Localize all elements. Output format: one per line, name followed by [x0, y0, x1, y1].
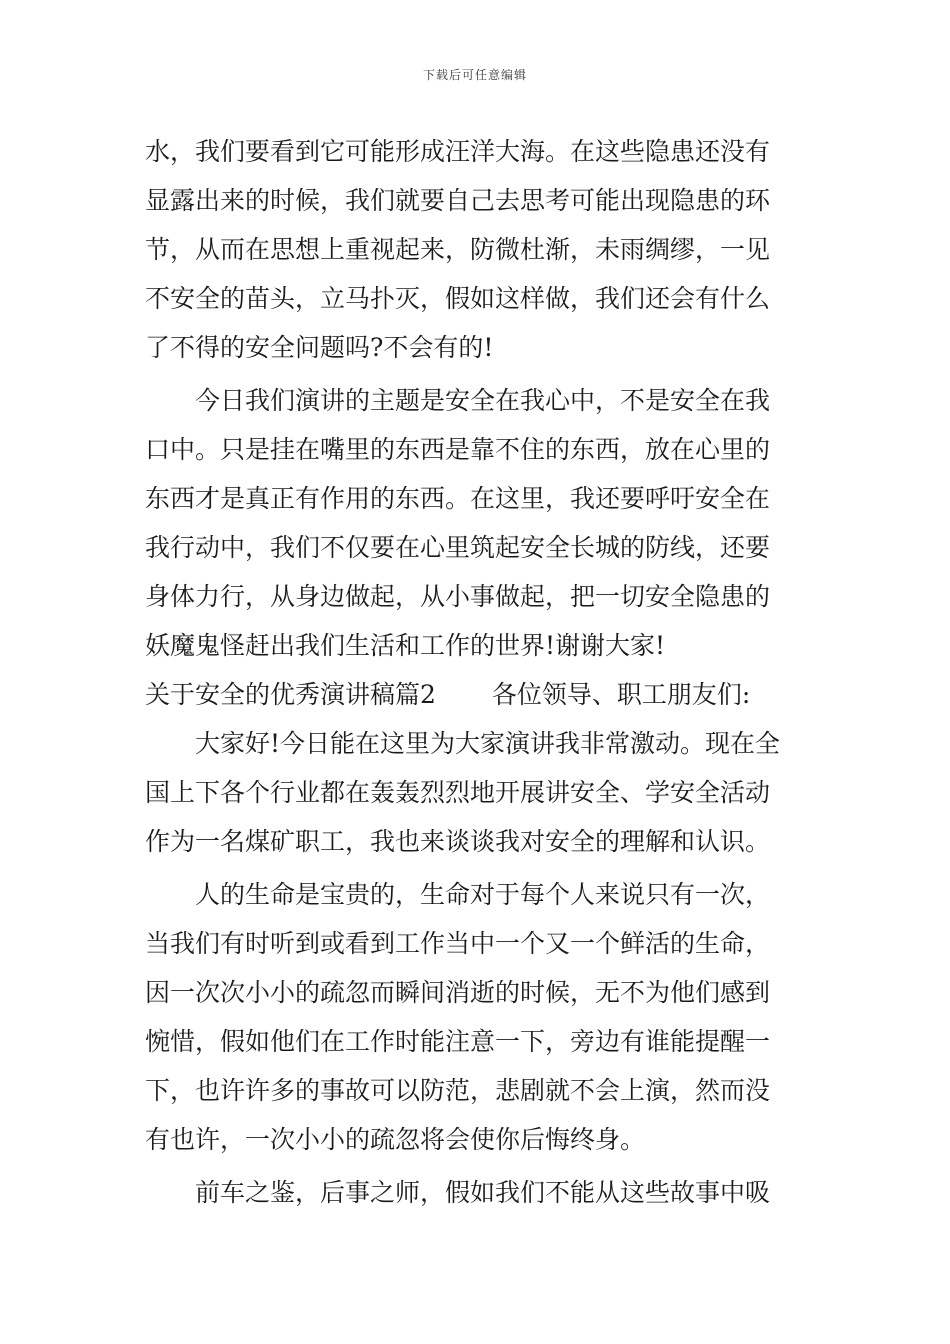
text-line: 今日我们演讲的主题是安全在我心中，不是安全在我	[145, 386, 771, 415]
text-line: 国上下各个行业都在轰轰烈烈地开展讲安全、学安全活动	[145, 778, 771, 807]
text-line: 我行动中，我们不仅要在心里筑起安全长城的防线，还要	[145, 533, 771, 562]
text-line: 人的生命是宝贵的，生命对于每个人来说只有一次，	[145, 880, 771, 909]
text-line: 当我们有时听到或看到工作当中一个又一个鲜活的生命，	[145, 929, 771, 958]
text-line: 作为一名煤矿职工，我也来谈谈我对安全的理解和认识。	[145, 827, 771, 856]
text-line: 前车之鉴，后事之师，假如我们不能从这些故事中吸	[145, 1178, 771, 1207]
text-line: 大家好!今日能在这里为大家演讲我非常激动。现在全	[145, 729, 781, 758]
paragraph-2	[145, 376, 807, 670]
body-text	[145, 127, 807, 1217]
paragraph-3	[145, 719, 807, 866]
paragraph-1	[145, 127, 807, 372]
text-line: 惋惜，假如他们在工作时能注意一下，旁边有谁能提醒一	[145, 1027, 771, 1056]
text-line: 有也许，一次小小的疏忽将会使你后悔终身。	[145, 1125, 646, 1154]
text-line: 不安全的苗头，立马扑灭，假如这样做，我们还会有什么	[145, 284, 771, 313]
text-line: 了不得的安全问题吗?不会有的!	[145, 333, 494, 362]
text-line: 东西才是真正有作用的东西。在这里，我还要呼吁安全在	[145, 484, 771, 513]
greeting: 各位领导、职工朋友们:	[491, 680, 751, 709]
text-line: 节，从而在思想上重视起来，防微杜渐，未雨绸缪，一见	[145, 235, 771, 264]
text-line: 身体力行，从身边做起，从小事做起，把一切安全隐患的	[145, 582, 771, 611]
header-note: 下载后可任意编辑	[422, 68, 527, 82]
text-line: 妖魔鬼怪赶出我们生活和工作的世界!谢谢大家!	[145, 631, 666, 660]
section-heading	[145, 670, 807, 719]
text-line: 水，我们要看到它可能形成汪洋大海。在这些隐患还没有	[145, 137, 771, 166]
paragraph-5	[145, 1168, 807, 1217]
text-line: 显露出来的时候，我们就要自己去思考可能出现隐患的环	[145, 186, 771, 215]
text-line: 口中。只是挂在嘴里的东西是靠不住的东西，放在心里的	[145, 435, 771, 464]
section-title: 关于安全的优秀演讲稿篇2	[145, 680, 436, 709]
text-line: 因一次次小小的疏忽而瞬间消逝的时候，无不为他们感到	[145, 978, 771, 1007]
text-line: 下，也许许多的事故可以防范，悲剧就不会上演，然而没	[145, 1076, 771, 1105]
paragraph-4	[145, 870, 807, 1164]
